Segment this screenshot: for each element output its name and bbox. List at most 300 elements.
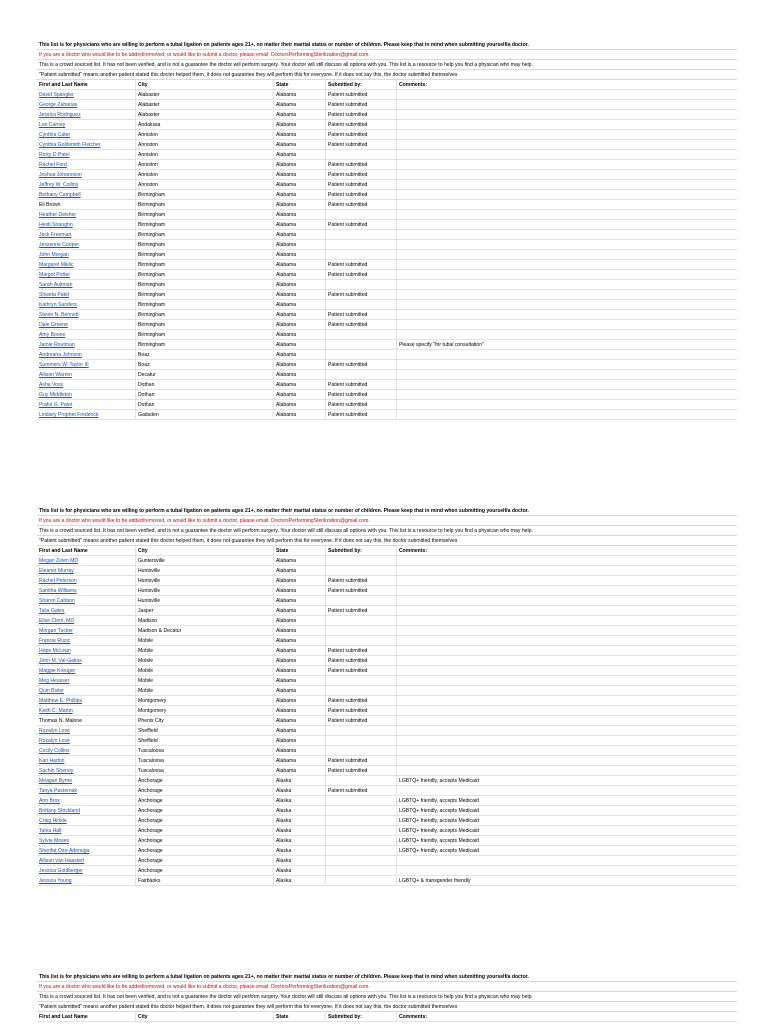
city-cell: Andalusia xyxy=(136,120,274,129)
comments-cell xyxy=(397,606,737,615)
table-row xyxy=(37,200,737,210)
doctor-name[interactable]: Brittany Strickland xyxy=(37,806,136,815)
doctor-name[interactable]: Maggie Kreuger xyxy=(37,666,136,675)
table-row xyxy=(37,400,737,410)
state-cell: Alaska xyxy=(274,816,326,825)
table-row xyxy=(37,876,737,886)
doctor-name: Thomas N. Malone xyxy=(37,716,136,725)
doctor-name[interactable]: Cecily Collins xyxy=(37,746,136,755)
state-cell: Alabama xyxy=(274,626,326,635)
city-cell: Anniston xyxy=(136,170,274,179)
table-row xyxy=(37,626,737,636)
state-cell: Alabama xyxy=(274,310,326,319)
state-cell: Alabama xyxy=(274,190,326,199)
city-cell: Birmingham xyxy=(136,210,274,219)
table-row xyxy=(37,350,737,360)
table-row xyxy=(37,686,737,696)
doctor-name[interactable]: Heidi Straughn xyxy=(37,220,136,229)
submitted-cell xyxy=(326,596,397,605)
comments-cell: Please specify "for tubal consultation" xyxy=(399,342,484,348)
comments-cell xyxy=(397,200,737,209)
state-cell: Alabama xyxy=(274,330,326,339)
submitted-cell: Patient submitted xyxy=(326,120,397,129)
comments-cell xyxy=(397,666,737,675)
doctor-name[interactable]: Heather Deisher xyxy=(37,210,136,219)
state-cell: Alabama xyxy=(274,220,326,229)
comments-cell xyxy=(397,716,737,725)
city-cell: Birmingham xyxy=(136,250,274,259)
comments-cell xyxy=(397,706,737,715)
table-row xyxy=(37,726,737,736)
table-row xyxy=(37,300,737,310)
city-cell: Birmingham xyxy=(136,190,274,199)
city-cell: Anchorage xyxy=(136,796,274,805)
submitted-cell: Patient submitted xyxy=(326,170,397,179)
doctor-name[interactable]: Jamie Routman xyxy=(37,340,136,349)
doctor-name[interactable]: Allison Warren xyxy=(37,370,136,379)
table-row xyxy=(37,120,737,130)
doctor-name[interactable]: Rachel Peterson xyxy=(37,576,136,585)
doctor-name[interactable]: Francie Ruzic xyxy=(37,636,136,645)
doctor-name[interactable]: Praful G. Patel xyxy=(37,400,136,409)
comments-cell xyxy=(397,170,737,179)
doctor-name[interactable]: Shweta Patel xyxy=(37,290,136,299)
city-cell: Anchorage xyxy=(136,856,274,865)
doctor-name[interactable]: Joshua Johannson xyxy=(37,170,136,179)
table-row xyxy=(37,856,737,866)
doctor-name[interactable]: Jessica Goldberger xyxy=(37,866,136,875)
table-row xyxy=(37,160,737,170)
comments-cell xyxy=(397,180,737,189)
notice-title: This list is for physicians who are willing to perform a tubal ligation on patients ages 21+, no matter their marital status or number of children. Please keep that in mind when submitting yourself/a doctor. xyxy=(37,506,737,516)
table-row xyxy=(37,240,737,250)
submitted-cell: Patient submitted xyxy=(326,586,397,595)
doctor-name[interactable]: Tania Hall xyxy=(37,826,136,835)
submitted-cell: Patient submitted xyxy=(326,90,397,99)
submitted-cell: Patient submitted xyxy=(326,110,397,119)
city-cell: Madison & Decatur xyxy=(136,626,274,635)
comments-cell xyxy=(397,726,737,735)
submitted-cell xyxy=(326,826,397,835)
table-row xyxy=(37,816,737,826)
doctor-name[interactable]: Tanya Pasternak xyxy=(37,786,136,795)
state-cell: Alabama xyxy=(274,140,326,149)
city-cell: Anchorage xyxy=(136,836,274,845)
comments-cell xyxy=(397,120,737,129)
doctor-name[interactable]: Jessica Young xyxy=(37,876,136,885)
city-cell: Anchorage xyxy=(136,786,274,795)
table-row xyxy=(37,786,737,796)
table-row xyxy=(37,736,737,746)
table-row xyxy=(37,100,737,110)
table-row xyxy=(37,360,737,370)
comments-cell: LGBTQ+ friendly, accepts Medicaid xyxy=(399,848,479,854)
doctor-name[interactable]: Eleanor Murray xyxy=(37,566,136,575)
submitted-cell xyxy=(326,250,397,259)
comments-cell xyxy=(397,160,737,169)
comments-cell xyxy=(397,696,737,705)
doctor-name[interactable]: John Morgan xyxy=(37,250,136,259)
submitted-cell xyxy=(326,736,397,745)
doctor-name[interactable]: Sanitha Williams xyxy=(37,586,136,595)
doctor-name[interactable]: David Spangler xyxy=(37,90,136,99)
state-cell: Alabama xyxy=(274,110,326,119)
state-cell: Alaska xyxy=(274,806,326,815)
doctor-name[interactable]: Andreana Johnson xyxy=(37,350,136,359)
state-cell: Alabama xyxy=(274,170,326,179)
state-cell: Alabama xyxy=(274,280,326,289)
submitted-cell: Patient submitted xyxy=(326,190,397,199)
table-row xyxy=(37,110,737,120)
table-row xyxy=(37,150,737,160)
table-row xyxy=(37,606,737,616)
submitted-cell: Patient submitted xyxy=(326,100,397,109)
city-cell: Birmingham xyxy=(136,330,274,339)
city-cell: Birmingham xyxy=(136,270,274,279)
doctor-name[interactable]: Amy Boone xyxy=(37,330,136,339)
doctor-name[interactable]: Rozalyn Love xyxy=(37,736,136,745)
comments-cell xyxy=(397,150,737,159)
doctor-name[interactable]: Meg Heusser xyxy=(37,676,136,685)
submitted-cell xyxy=(326,686,397,695)
table-row xyxy=(37,290,737,300)
city-cell: Mobile xyxy=(136,636,274,645)
column-header-row xyxy=(37,80,737,90)
submitted-cell xyxy=(326,616,397,625)
state-cell: Alabama xyxy=(274,766,326,775)
comments-cell xyxy=(397,330,737,339)
submitted-cell: Patient submitted xyxy=(326,180,397,189)
submitted-cell: Patient submitted xyxy=(326,646,397,655)
table-row xyxy=(37,390,737,400)
comments-cell xyxy=(397,280,737,289)
submitted-cell: Patient submitted xyxy=(326,716,397,725)
doctor-name[interactable]: Sylvia Moses xyxy=(37,836,136,845)
doctor-name[interactable]: Ann Brox xyxy=(37,796,136,805)
submitted-cell xyxy=(326,300,397,309)
comments-cell: LGBTQ+ & transgender friendly xyxy=(399,878,471,884)
city-cell: Gadsden xyxy=(136,410,274,419)
doctor-name[interactable]: Sarah Aultman xyxy=(37,280,136,289)
table-row xyxy=(37,260,737,270)
city-cell: Anchorage xyxy=(136,846,274,855)
sheet-page-2 xyxy=(37,506,737,886)
city-cell: Anchorage xyxy=(136,776,274,785)
submitted-cell: Patient submitted xyxy=(326,310,397,319)
state-cell: Alabama xyxy=(274,210,326,219)
table-row xyxy=(37,806,737,816)
table-row xyxy=(37,370,737,380)
state-cell: Alabama xyxy=(274,410,326,419)
city-cell: Tuscaloosa xyxy=(136,766,274,775)
doctor-name[interactable]: Talia Gates xyxy=(37,606,136,615)
doctor-name[interactable]: Lee Carney xyxy=(37,120,136,129)
doctor-name: Eli Brown xyxy=(37,200,136,209)
doctor-name[interactable]: Jessenne Cooper xyxy=(37,240,136,249)
comments-cell xyxy=(397,400,737,409)
submitted-cell: Patient submitted xyxy=(326,606,397,615)
doctor-name[interactable]: Asha Voss xyxy=(37,380,136,389)
table-row xyxy=(37,596,737,606)
comments-cell xyxy=(397,756,737,765)
comments-cell xyxy=(397,110,737,119)
doctor-name[interactable]: Lindsey Prophet Frederick xyxy=(37,410,136,419)
table-row xyxy=(37,696,737,706)
comments-cell xyxy=(397,390,737,399)
doctor-name[interactable]: Margaret Miklic xyxy=(37,260,136,269)
table-row xyxy=(37,666,737,676)
table-row xyxy=(37,130,737,140)
state-cell: Alabama xyxy=(274,390,326,399)
city-cell: Sheffield xyxy=(136,736,274,745)
table-row xyxy=(37,846,737,856)
city-cell: Huntsville xyxy=(136,576,274,585)
state-cell: Alaska xyxy=(274,836,326,845)
table-row xyxy=(37,866,737,876)
state-cell: Alaska xyxy=(274,776,326,785)
submitted-cell xyxy=(326,816,397,825)
doctor-name[interactable]: Cynthia Goldsmith Fletcher xyxy=(37,140,136,149)
city-cell: Montgomery xyxy=(136,706,274,715)
state-cell: Alabama xyxy=(274,230,326,239)
state-cell: Alabama xyxy=(274,260,326,269)
doctor-name[interactable]: Ricky D Patel xyxy=(37,150,136,159)
state-cell: Alabama xyxy=(274,636,326,645)
submitted-cell xyxy=(326,210,397,219)
table-row xyxy=(37,556,737,566)
comments-cell xyxy=(397,556,737,565)
city-cell: Anchorage xyxy=(136,806,274,815)
column-header-row xyxy=(37,546,737,556)
doctor-name[interactable]: Margot Potter xyxy=(37,270,136,279)
table-row xyxy=(37,796,737,806)
column-header-submitted: Submitted by: xyxy=(326,546,397,555)
doctor-name[interactable]: Kathryn Sanders xyxy=(37,300,136,309)
state-cell: Alabama xyxy=(274,686,326,695)
city-cell: Huntsville xyxy=(136,596,274,605)
submitted-cell: Patient submitted xyxy=(326,766,397,775)
city-cell: Phenix City xyxy=(136,716,274,725)
state-cell: Alaska xyxy=(274,876,326,885)
table-row xyxy=(37,716,737,726)
submitted-cell xyxy=(326,806,397,815)
city-cell: Dothan xyxy=(136,390,274,399)
comments-cell xyxy=(397,130,737,139)
doctor-name[interactable]: Sharon Callison xyxy=(37,596,136,605)
city-cell: Decatur xyxy=(136,370,274,379)
column-header-name: First and Last Name xyxy=(37,80,136,89)
doctor-name[interactable]: Quin Bixler xyxy=(37,686,136,695)
state-cell: Alabama xyxy=(274,100,326,109)
doctor-name[interactable]: Jeffrey W. Collins xyxy=(37,180,136,189)
city-cell: Birmingham xyxy=(136,290,274,299)
doctor-name[interactable]: Megan Zeien MD xyxy=(37,556,136,565)
submitted-cell xyxy=(326,556,397,565)
submitted-cell: Patient submitted xyxy=(326,140,397,149)
submitted-cell: Patient submitted xyxy=(326,320,397,329)
state-cell: Alabama xyxy=(274,576,326,585)
state-cell: Alaska xyxy=(274,866,326,875)
column-header-city: City xyxy=(136,1012,274,1021)
doctor-name[interactable]: Sachin Shenoy xyxy=(37,766,136,775)
state-cell: Alabama xyxy=(274,726,326,735)
submitted-cell xyxy=(326,866,397,875)
doctor-name[interactable]: Jack Freeman xyxy=(37,230,136,239)
comments-cell xyxy=(397,250,737,259)
doctor-name[interactable]: Rachel Ford xyxy=(37,160,136,169)
city-cell: Anchorage xyxy=(136,826,274,835)
doctor-name[interactable]: Hope McLean xyxy=(37,646,136,655)
city-cell: Mobile xyxy=(136,686,274,695)
state-cell: Alaska xyxy=(274,856,326,865)
state-cell: Alabama xyxy=(274,90,326,99)
city-cell: Birmingham xyxy=(136,340,274,349)
comments-cell xyxy=(397,616,737,625)
doctor-name[interactable]: Summers W. Taylor III xyxy=(37,360,136,369)
submitted-cell: Patient submitted xyxy=(326,410,397,419)
city-cell: Mobile xyxy=(136,656,274,665)
table-row xyxy=(37,410,737,420)
city-cell: Birmingham xyxy=(136,240,274,249)
doctor-name[interactable]: Allison van Haastert xyxy=(37,856,136,865)
doctor-name[interactable]: Rozalyn Love xyxy=(37,726,136,735)
state-cell: Alabama xyxy=(274,300,326,309)
table-row xyxy=(37,646,737,656)
submitted-cell xyxy=(326,776,397,785)
city-cell: Alabaster xyxy=(136,110,274,119)
doctor-name[interactable]: Jessica Rodriguez xyxy=(37,110,136,119)
column-header-name: First and Last Name xyxy=(37,546,136,555)
table-row xyxy=(37,656,737,666)
state-cell: Alabama xyxy=(274,180,326,189)
submitted-cell: Patient submitted xyxy=(326,270,397,279)
state-cell: Alabama xyxy=(274,130,326,139)
comments-cell: LGBTQ+ friendly, accepts Medicaid xyxy=(399,828,479,834)
city-cell: Birmingham xyxy=(136,220,274,229)
submitted-cell: Patient submitted xyxy=(326,696,397,705)
table-row xyxy=(37,270,737,280)
submitted-cell: Patient submitted xyxy=(326,666,397,675)
doctor-name[interactable]: Matthew E. Phillips xyxy=(37,696,136,705)
doctor-name[interactable]: Guy Middleton xyxy=(37,390,136,399)
city-cell: Mobile xyxy=(136,666,274,675)
table-row xyxy=(37,746,737,756)
state-cell: Alabama xyxy=(274,656,326,665)
table-row xyxy=(37,230,737,240)
table-row xyxy=(37,380,737,390)
state-cell: Alabama xyxy=(274,616,326,625)
doctor-name[interactable]: Stevie N. Bennett xyxy=(37,310,136,319)
comments-cell: LGBTQ+ friendly, accepts Medicaid xyxy=(399,808,479,814)
submitted-cell xyxy=(326,566,397,575)
comments-cell: LGBTQ+ friendly, accepts Medicaid xyxy=(399,818,479,824)
city-cell: Jasper xyxy=(136,606,274,615)
comments-cell xyxy=(397,350,737,359)
city-cell: Anniston xyxy=(136,160,274,169)
submitted-cell xyxy=(326,856,397,865)
submitted-cell xyxy=(326,340,397,349)
state-cell: Alabama xyxy=(274,240,326,249)
comments-cell xyxy=(397,320,737,329)
city-cell: Anchorage xyxy=(136,866,274,875)
comments-cell xyxy=(397,856,737,865)
doctor-name[interactable]: Keith C. Martin xyxy=(37,706,136,715)
comments-cell xyxy=(397,140,737,149)
state-cell: Alabama xyxy=(274,340,326,349)
city-cell: Huntsville xyxy=(136,566,274,575)
notice-disclaimer: This is a crowd sourced list. It has not been verified, and is not a guarantee the doctor will perform surgery. Your doctor will still discuss all options with you. This list is a resource to help you find a physican who may help. xyxy=(37,526,737,536)
state-cell: Alabama xyxy=(274,666,326,675)
submitted-cell xyxy=(326,876,397,885)
doctor-name[interactable]: John M. Val-Gailas xyxy=(37,656,136,665)
doctor-name[interactable]: Sherifat Oze-Adenuga xyxy=(37,846,136,855)
city-cell: Alabaster xyxy=(136,90,274,99)
city-cell: Birmingham xyxy=(136,230,274,239)
submitted-cell xyxy=(326,846,397,855)
table-row xyxy=(37,576,737,586)
submitted-cell: Patient submitted xyxy=(326,786,397,795)
state-cell: Alabama xyxy=(274,250,326,259)
state-cell: Alaska xyxy=(274,796,326,805)
comments-cell xyxy=(397,566,737,575)
doctor-name[interactable]: Craig Hinkle xyxy=(37,816,136,825)
submitted-cell: Patient submitted xyxy=(326,400,397,409)
notice-title: This list is for physicians who are willing to perform a tubal ligation on patients ages 21+, no matter their marital status or number of children. Please keep that in mind when submitting yourself/a doctor. xyxy=(37,40,737,50)
doctor-name[interactable]: Bethany Campbell xyxy=(37,190,136,199)
comments-cell xyxy=(397,676,737,685)
comments-cell xyxy=(397,270,737,279)
notice-contact: If you are a doctor who would like to be added/removed, or would like to submit a doctor, please email: DoctorsPerformingSterilization@gmail.com. xyxy=(37,516,737,526)
comments-cell xyxy=(397,240,737,249)
doctor-name[interactable]: Morgan Tucker xyxy=(37,626,136,635)
table-row xyxy=(37,766,737,776)
table-row xyxy=(37,220,737,230)
state-cell: Alabama xyxy=(274,150,326,159)
doctor-name[interactable]: Meagan Byrne xyxy=(37,776,136,785)
state-cell: Alabama xyxy=(274,270,326,279)
state-cell: Alabama xyxy=(274,696,326,705)
comments-cell xyxy=(397,370,737,379)
comments-cell xyxy=(397,220,737,229)
notice-note: "Patient submitted" means another patient stated this doctor helped them, it does not guarantee they will perform this for everyone. If it does not say this, the doctor submitted themselves xyxy=(37,536,737,546)
submitted-cell: Patient submitted xyxy=(326,756,397,765)
comments-cell xyxy=(397,766,737,775)
submitted-cell xyxy=(326,836,397,845)
column-header-comments: Comments: xyxy=(399,82,428,88)
doctor-name[interactable]: Kari Harbin xyxy=(37,756,136,765)
submitted-cell: Patient submitted xyxy=(326,656,397,665)
doctor-name[interactable]: Elise Clem, MD xyxy=(37,616,136,625)
state-cell: Alabama xyxy=(274,380,326,389)
comments-cell xyxy=(397,596,737,605)
comments-cell xyxy=(397,736,737,745)
submitted-cell: Patient submitted xyxy=(326,290,397,299)
doctor-name[interactable]: George Zaharias xyxy=(37,100,136,109)
city-cell: Birmingham xyxy=(136,310,274,319)
comments-cell xyxy=(397,576,737,585)
state-cell: Alabama xyxy=(274,120,326,129)
table-row xyxy=(37,280,737,290)
doctor-name[interactable]: Cynthia Cater xyxy=(37,130,136,139)
city-cell: Fairbanks xyxy=(136,876,274,885)
table-row xyxy=(37,836,737,846)
column-header-city: City xyxy=(136,80,274,89)
doctor-name[interactable]: Dale Greene xyxy=(37,320,136,329)
submitted-cell xyxy=(326,636,397,645)
table-row xyxy=(37,340,737,350)
table-row xyxy=(37,616,737,626)
submitted-cell xyxy=(326,626,397,635)
